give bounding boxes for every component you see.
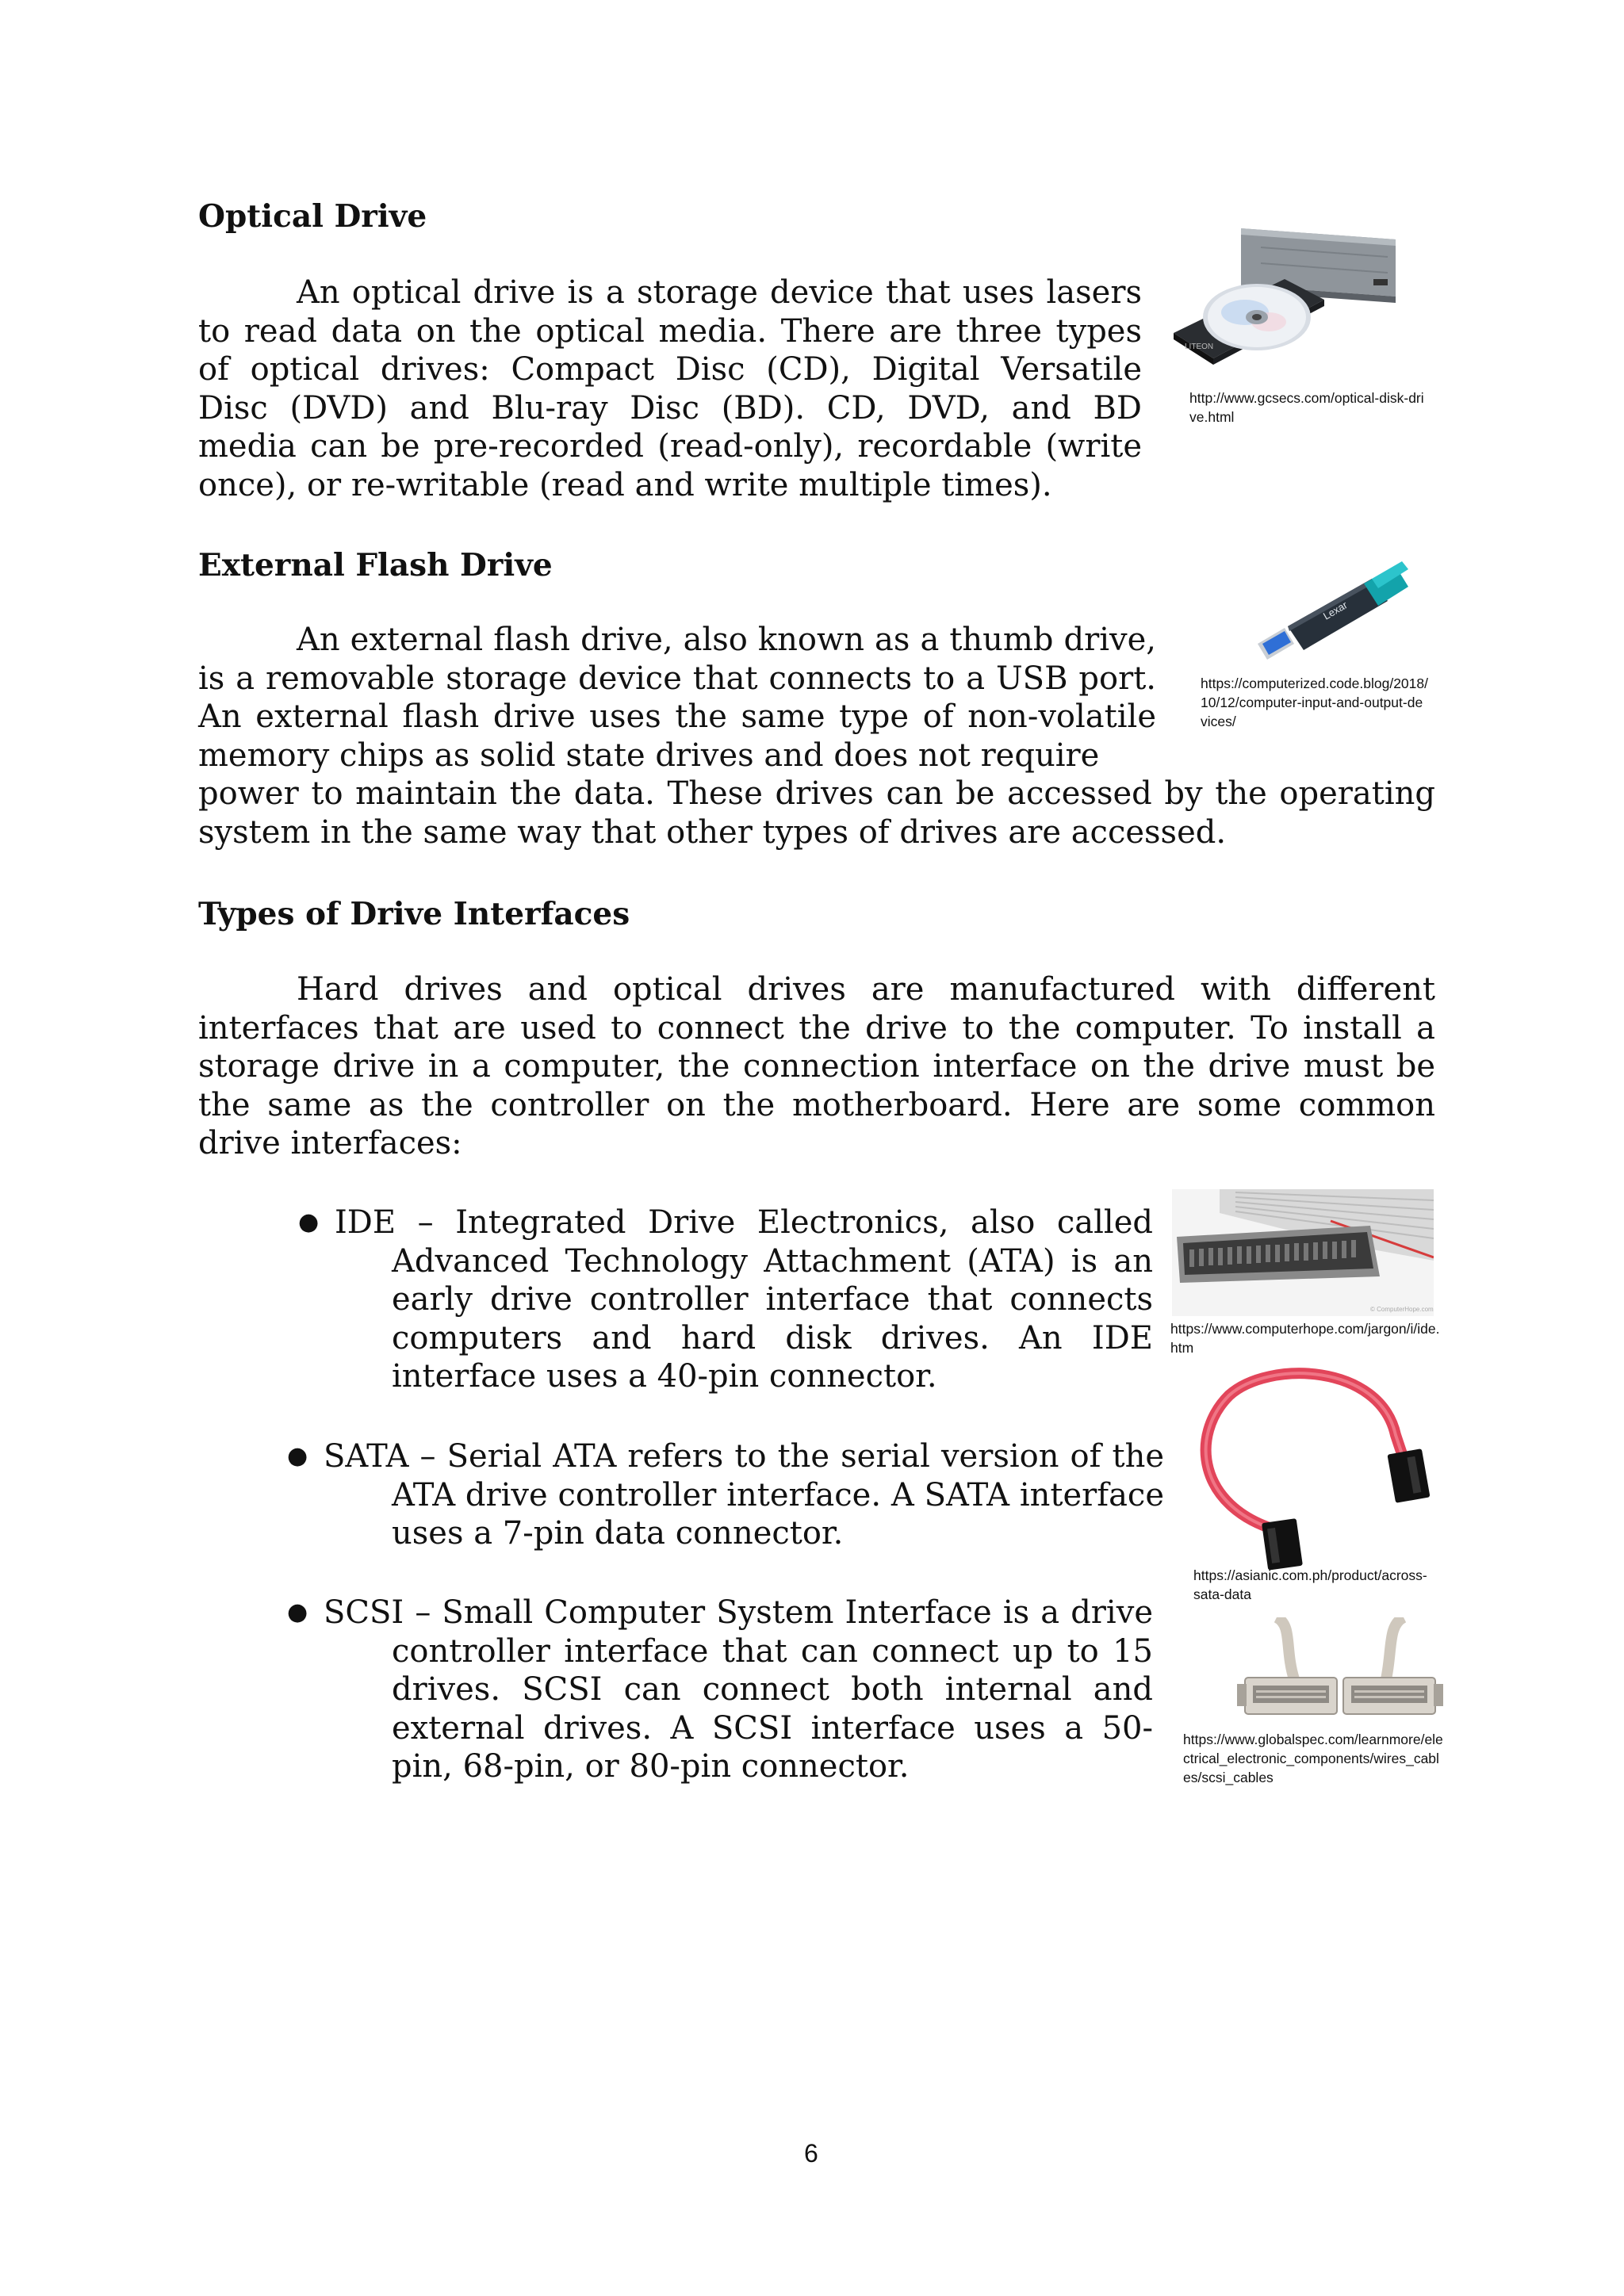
sata-first-line: SATA – Serial ATA refers to the serial version of the bbox=[324, 1438, 1164, 1475]
ide-description: Advanced Technology Attachment (ATA) is an early drive controller interface that connects computers and hard disk drives. An IDE interface uses a 40-pin connector. bbox=[392, 1242, 1153, 1395]
optical-drive-image bbox=[1166, 224, 1404, 382]
page-number: 6 bbox=[804, 2139, 818, 2168]
sata-description: ATA drive controller interface. A SATA interface uses a 7-pin data connector. bbox=[392, 1476, 1164, 1552]
optical-drive-paragraph: An optical drive is a storage device that uses lasers to read data on the optical media. There are three types of optical drives: Compact Disc (CD), Digital Versatile Disc (DVD) and Blu-ray Disc (BD). CD, DVD, and BD media can be pre-recorded (read-only), recordable (write once), or re-writable (read and write multiple times). bbox=[198, 274, 1142, 503]
scsi-list-item bbox=[287, 1594, 1153, 1786]
optical-drive-caption: http://www.gcsecs.com/optical-disk-drive.html bbox=[1189, 390, 1424, 425]
ide-caption: https://www.computerhope.com/jargon/i/ide.htm bbox=[1170, 1321, 1440, 1356]
interfaces-heading: Types of Drive Interfaces bbox=[198, 896, 630, 932]
scsi-first-line: SCSI – Small Computer System Interface is a drive bbox=[324, 1594, 1153, 1631]
flash-drive-image bbox=[1253, 555, 1411, 666]
sata-cable-image bbox=[1182, 1364, 1435, 1570]
optical-drive-heading: Optical Drive bbox=[198, 198, 427, 235]
interfaces-paragraph: Hard drives and optical drives are manufactured with different interfaces that are used to connect the drive to the computer. To install a storage drive in a computer, the connection interface on the drive must be the same as the controller on the motherboard. Here are some common drive interfaces: bbox=[198, 971, 1435, 1161]
ide-list-item bbox=[298, 1203, 1153, 1396]
scsi-description: controller interface that can connect up to 15 drives. SCSI can connect both internal and external drives. A SCSI interface uses a 50-pin, 68-pin, or 80-pin connector. bbox=[392, 1632, 1153, 1785]
bullet-icon: ● bbox=[298, 1208, 320, 1236]
ide-watermark: © ComputerHope.com bbox=[1370, 1306, 1434, 1313]
scsi-cable-image bbox=[1237, 1617, 1443, 1728]
ide-first-line: IDE – Integrated Drive Electronics, also called bbox=[335, 1204, 1153, 1241]
flash-drive-paragraph-full: power to maintain the data. These drives can be accessed by the operating system in the same way that other types of drives are accessed. bbox=[198, 775, 1435, 851]
flash-drive-paragraph-wrapped: An external flash drive, also known as a thumb drive, is a removable storage device that connects to a USB port. An external flash drive uses the same type of non-volatile memory chips as solid state drives and does not require bbox=[198, 622, 1156, 774]
sata-caption: https://asianic.com.ph/product/across-sata-data bbox=[1193, 1567, 1427, 1602]
scsi-caption: https://www.globalspec.com/learnmore/electrical_electronic_components/wires_cables/scsi_cables bbox=[1183, 1732, 1443, 1785]
flash-drive-caption: https://computerized.code.blog/2018/10/12/computer-input-and-output-devices/ bbox=[1201, 675, 1428, 729]
sata-list-item bbox=[287, 1437, 1164, 1553]
bullet-icon: ● bbox=[287, 1598, 308, 1626]
optical-drive-logo: LITEON bbox=[1185, 342, 1214, 351]
ide-cable-image bbox=[1172, 1189, 1434, 1316]
flash-drive-heading: External Flash Drive bbox=[198, 547, 553, 584]
flash-drive-logo: Lexar bbox=[1321, 599, 1350, 622]
bullet-icon: ● bbox=[287, 1442, 308, 1470]
